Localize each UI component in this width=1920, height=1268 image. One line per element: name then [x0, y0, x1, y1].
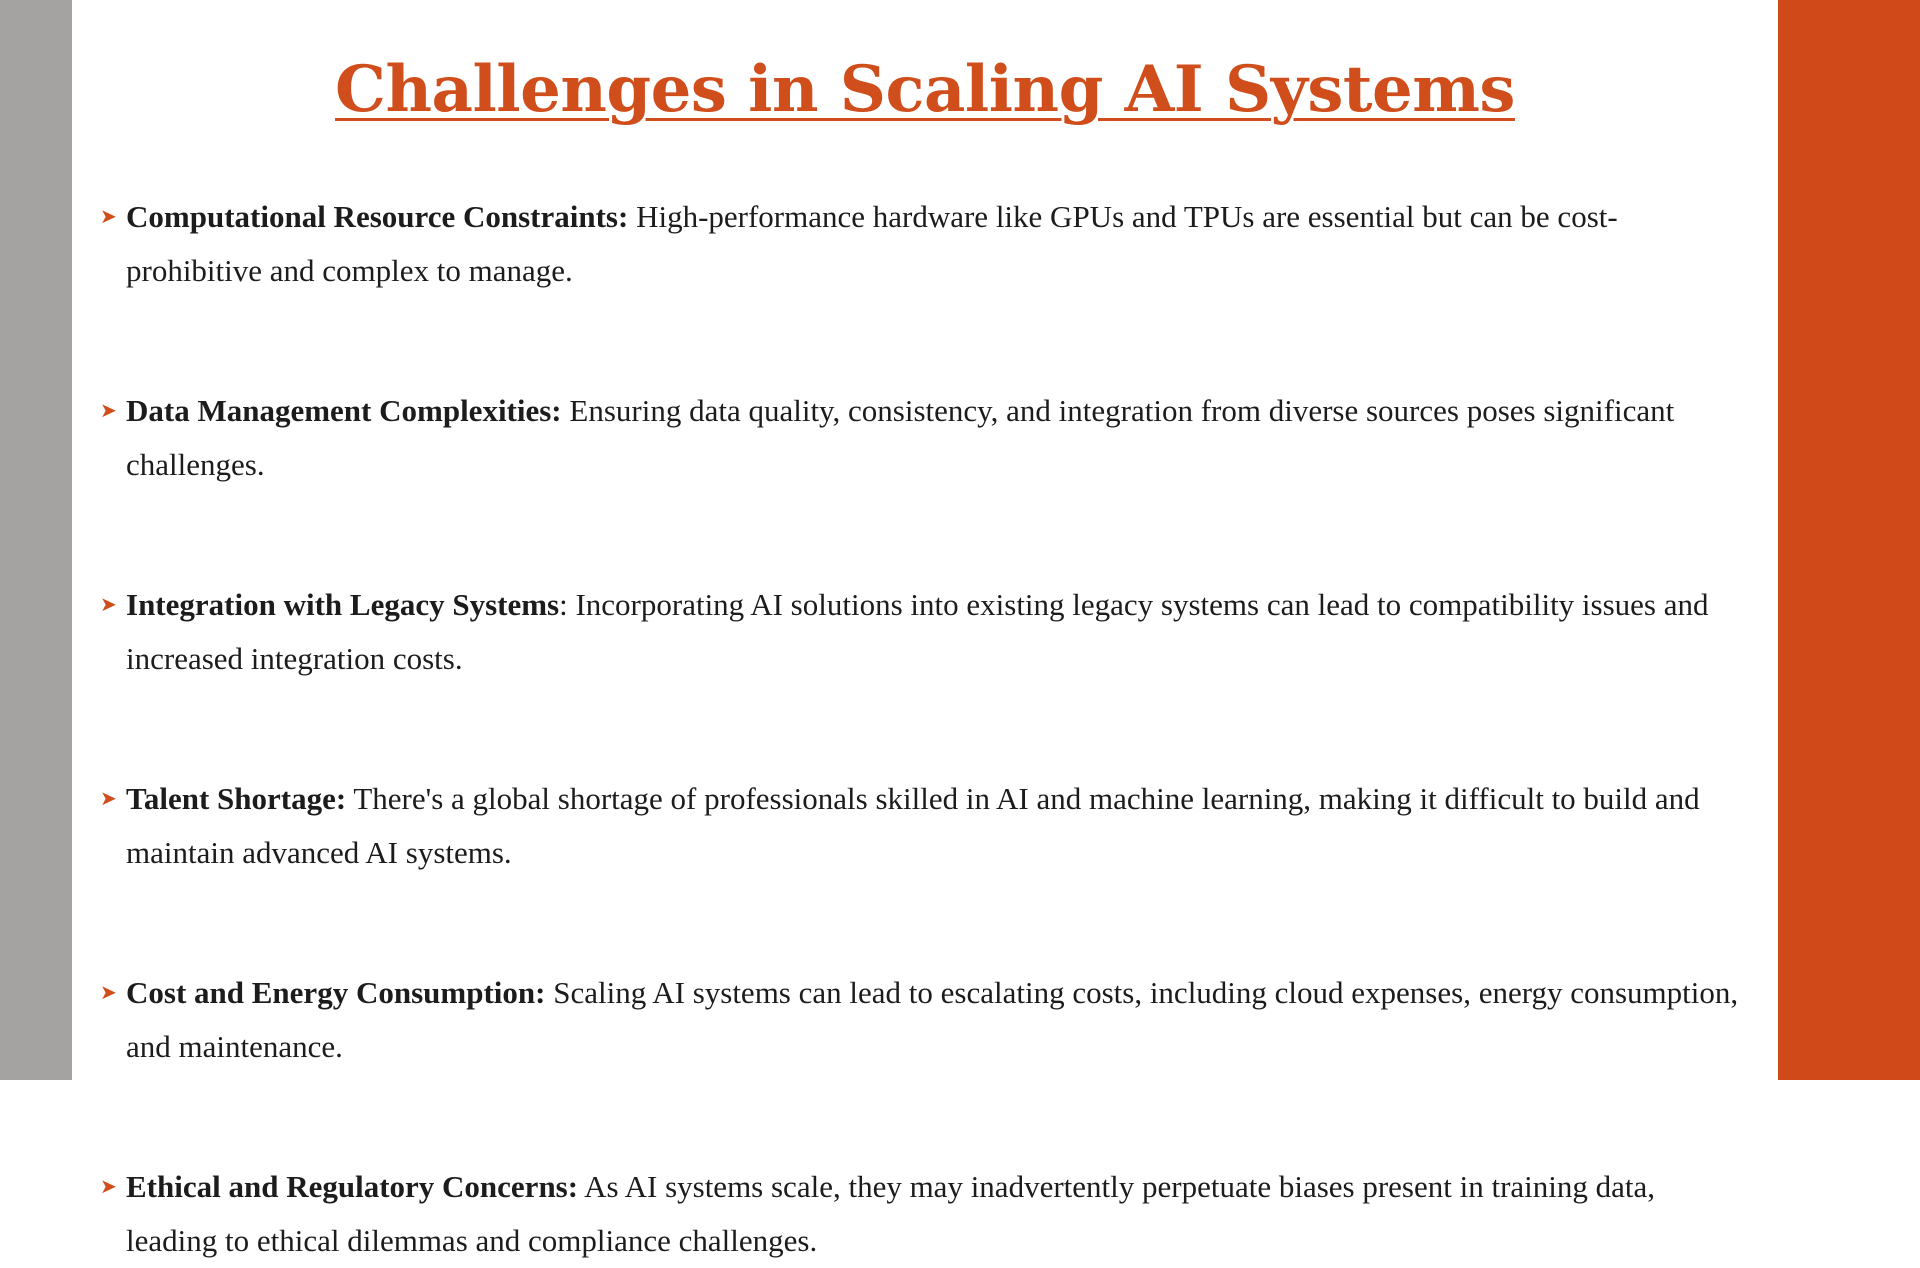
right-decorative-bar — [1778, 0, 1920, 1080]
arrowhead-bullet-icon: ➤ — [100, 788, 117, 810]
slide-title — [72, 48, 1778, 132]
arrowhead-bullet-icon: ➤ — [100, 400, 117, 422]
list-item — [100, 384, 1740, 492]
list-item — [100, 1160, 1740, 1268]
bullet-text: Scaling AI systems can lead to escalating costs, including cloud expenses, energy consumption, and maintenance. — [126, 975, 1739, 1064]
bullet-term: Data Management Complexities: — [126, 393, 562, 428]
slide-title-text: Challenges in Scaling AI Systems — [335, 52, 1515, 127]
list-item — [100, 772, 1740, 880]
bullet-term: Ethical and Regulatory Concerns: — [126, 1169, 579, 1204]
arrowhead-bullet-icon: ➤ — [100, 206, 117, 228]
arrowhead-bullet-icon: ➤ — [100, 1176, 117, 1198]
bullet-term: Cost and Energy Consumption: — [126, 975, 546, 1010]
bullet-text: There's a global shortage of professionals skilled in AI and machine learning, making it difficult to build and maintain advanced AI systems. — [126, 781, 1700, 870]
list-item — [100, 578, 1740, 686]
bullet-text: As AI systems scale, they may inadvertently perpetuate biases present in training data, leading to ethical dilemmas and compliance challenges. — [126, 1169, 1656, 1258]
bullet-term: Integration with Legacy Systems — [126, 587, 560, 622]
arrowhead-bullet-icon: ➤ — [100, 594, 117, 616]
list-item — [100, 966, 1740, 1074]
arrowhead-bullet-icon: ➤ — [100, 982, 117, 1004]
bullet-text: Ensuring data quality, consistency, and integration from diverse sources poses significant challenges. — [126, 393, 1675, 482]
list-item — [100, 190, 1740, 298]
bullet-text: : Incorporating AI solutions into existing legacy systems can lead to compatibility issues and increased integration costs. — [126, 587, 1709, 676]
bullet-text: High-performance hardware like GPUs and TPUs are essential but can be cost-prohibitive and complex to manage. — [126, 199, 1618, 288]
left-decorative-bar — [0, 0, 72, 1080]
bullet-term: Computational Resource Constraints: — [126, 199, 629, 234]
bullet-list — [100, 190, 1740, 1268]
bullet-term: Talent Shortage: — [126, 781, 347, 816]
